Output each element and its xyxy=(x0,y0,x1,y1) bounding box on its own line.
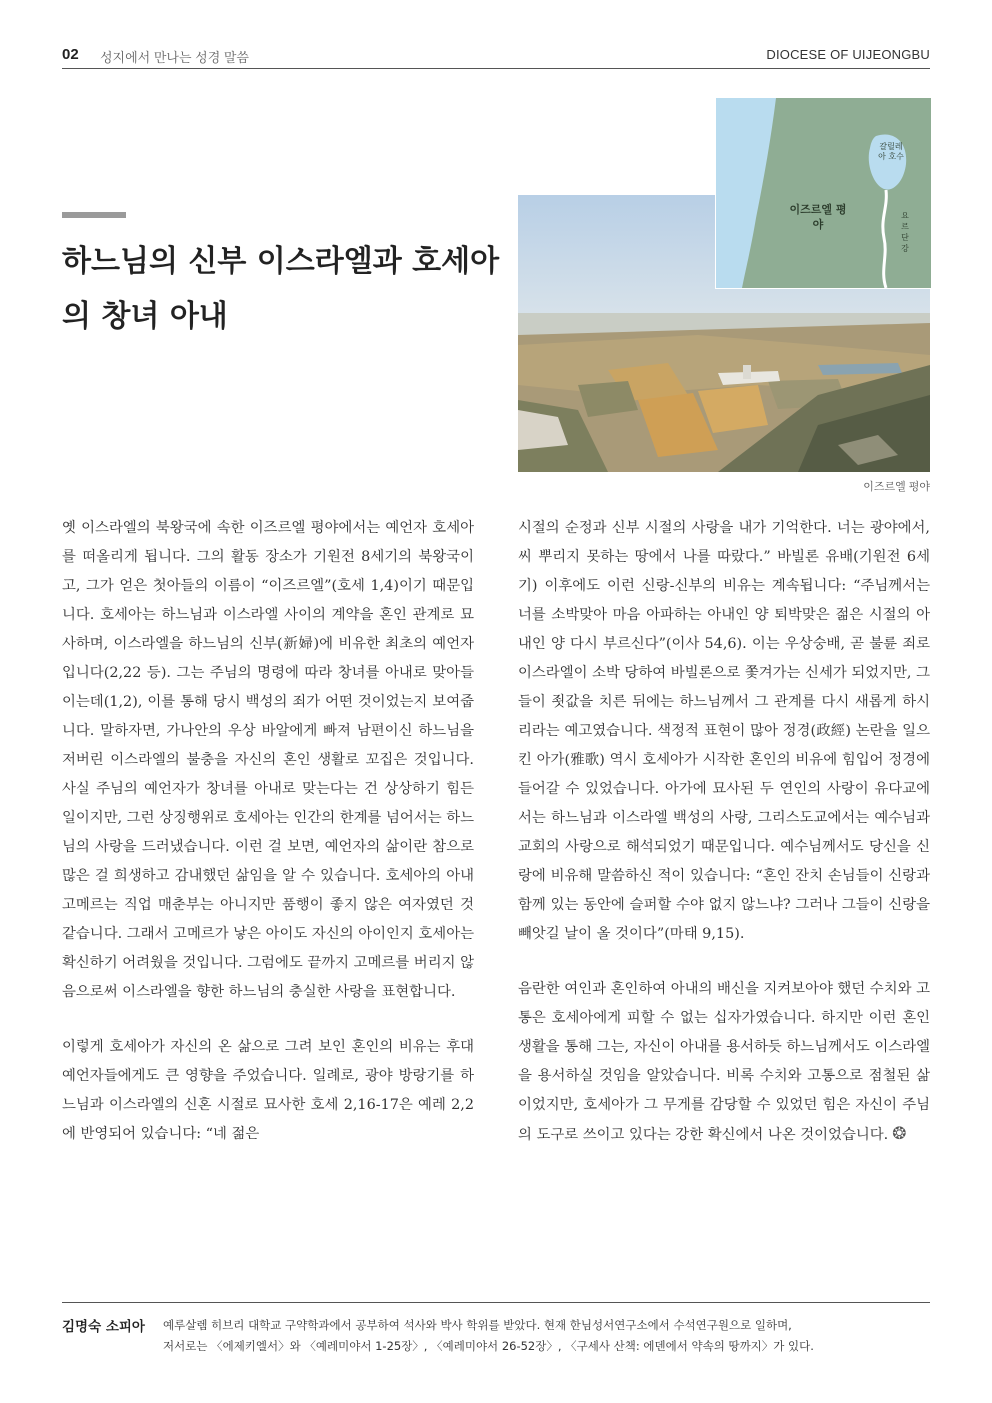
end-of-article-icon: ❂ xyxy=(892,1124,907,1144)
article-paragraph-1: 옛 이스라엘의 북왕국에 속한 이즈르엘 평야에서는 예언자 호세아를 떠올리게 됩니다. 그의 활동 장소가 기원전 8세기의 북왕국이고, 그가 얻은 첫아들의 이름이 “이즈르엘”(호세 1,4)이기 때문입니다. 호세아는 하느님과 이스라엘 사이의 계약을 혼인 관계로 묘사하며, 이스라엘을 하느님의 신부(新婦)에 비유한 최초의 예언자입니다(2,22 등). 그는 주님의 명령에 따라 창녀를 아내로 맞아들이는데(1,2), 이를 통해 당시 백성의 죄가 어떤 것이었는지 보여줍니다. 말하자면, 가나안의 우상 바알에게 빠져 남편이신 하느님을 저버린 이스라엘의 불충을 자신의 혼인 생활로 꼬집은 것입니다. 사실 주님의 예언자가 창녀를 아내로 맞는다는 건 상상하기 힘든 일이지만, 그런 상징행위로 호세아는 인간의 한계를 넘어서는 하느님의 사랑을 드러냈습니다. 이런 걸 보면, 예언자의 삶이란 참으로 많은 걸 희생하고 감내했던 삶임을 알 수 있습니다. 호세아의 아내 고메르는 직업 매춘부는 아니지만 품행이 좋지 않은 여자였던 것 같습니다. 그래서 고메르가 낳은 아이도 자신의 아이인지 호세아는 확신하기 어려웠을 것입니다. 그럼에도 끝까지 고메르를 버리지 않음으로써 이스라엘을 향한 하느님의 충실한 사랑을 표현합니다. xyxy=(62,520,474,1000)
author-name: 김명숙 소피아 xyxy=(62,1319,145,1335)
article-title: 하느님의 신부 이스라엘과 호세아의 창녀 아내 xyxy=(62,244,500,334)
page-header xyxy=(62,44,930,69)
article-column-right xyxy=(518,514,930,1150)
page-number: 02 xyxy=(62,46,79,63)
title-accent-bar xyxy=(62,212,126,218)
article-column-left xyxy=(62,514,474,1149)
author-bio-line-2: 저서로는 〈에제키엘서〉와 〈예레미야서 1-25장〉, 〈예레미야서 26-52장〉, 〈구세사 산책: 에덴에서 약속의 땅까지〉가 있다. xyxy=(163,1339,814,1353)
article-paragraph-2-continued xyxy=(518,514,930,949)
article-paragraph-2 xyxy=(62,1033,474,1149)
publisher-name: DIOCESE OF UIJEONGBU xyxy=(766,47,930,62)
region-map xyxy=(715,97,932,289)
paragraph-3-text: 음란한 여인과 혼인하여 아내의 배신을 지켜보아야 했던 수치와 고통은 호세아에게 피할 수 없는 십자가였습니다. 하지만 이런 혼인 생활을 통해 그는, 자신이 아내를 용서하듯 하느님께서도 이스라엘을 용서하실 것임을 알았습니다. 비록 수치와 고통으로 점철된 삶이었지만, 호세아가 그 무게를 감당할 수 있었던 힘은 자신이 주님의 도구로 쓰이고 있다는 강한 확신에서 나온 것이었습니다. xyxy=(518,981,930,1143)
author-divider xyxy=(62,1302,930,1303)
map-label-jezreel-plain: 이즈르엘 평야 xyxy=(789,203,847,231)
author-bio-line-1: 예루살렘 히브리 대학교 구약학과에서 공부하여 석사와 박사 학위를 받았다. 현재 한님성서연구소에서 수석연구원으로 일하며, xyxy=(163,1318,792,1332)
photo-caption: 이즈르엘 평야 xyxy=(863,481,930,493)
section-title: 성지에서 만나는 성경 말씀 xyxy=(100,50,249,65)
article-paragraph-3 xyxy=(518,975,930,1150)
map-label-galilee-lake: 갈릴레아 호수 xyxy=(878,142,904,161)
map-label-jordan-river: 요르단강 xyxy=(901,211,909,253)
paragraph-2-part-1: 이렇게 호세아가 자신의 온 삶으로 그려 보인 혼인의 비유는 후대 예언자들에게도 큰 영향을 주었습니다. 일례로, 광야 방랑기를 하느님과 이스라엘의 신혼 시절로 묘사한 호세 2,16-17은 예레 2,2에 반영되어 있습니다: “네 젊은 xyxy=(62,1039,474,1142)
paragraph-2-part-2: 시절의 순정과 신부 시절의 사랑을 내가 기억한다. 너는 광야에서, 씨 뿌리지 못하는 땅에서 나를 따랐다.” 바빌론 유배(기원전 6세기) 이후에도 이런 신랑-신부의 비유는 계속됩니다: “주님께서는 너를 소박맞아 마음 아파하는 아내인 양 퇴박맞은 젊은 시절의 아내인 양 다시 부르신다”(이사 54,6). 이는 우상숭배, 곧 불륜 죄로 이스라엘이 소박 당하여 바빌론으로 쫓겨가는 신세가 되었지만, 그들이 죗값을 치른 뒤에는 하느님께서 그 관계를 다시 새롭게 하시리라는 예고였습니다. 색정적 표현이 많아 정경(政經) 논란을 일으킨 아가(雅歌) 역시 호세아가 시작한 혼인의 비유에 힘입어 정경에 들어갈 수 있었습니다. 아가에 묘사된 두 연인의 사랑이 유다교에서는 하느님과 이스라엘 백성의 사랑, 그리스도교에서는 예수님과 교회의 사랑으로 해석되었기 때문입니다. 예수님께서도 당신을 신랑에 비유해 말씀하신 적이 있습니다: “혼인 잔치 손님들이 신랑과 함께 있는 동안에 슬퍼할 수야 없지 않느냐? 그러나 그들이 신랑을 빼앗길 날이 올 것이다”(마태 9,15). xyxy=(518,520,930,942)
author-bio xyxy=(163,1315,923,1357)
